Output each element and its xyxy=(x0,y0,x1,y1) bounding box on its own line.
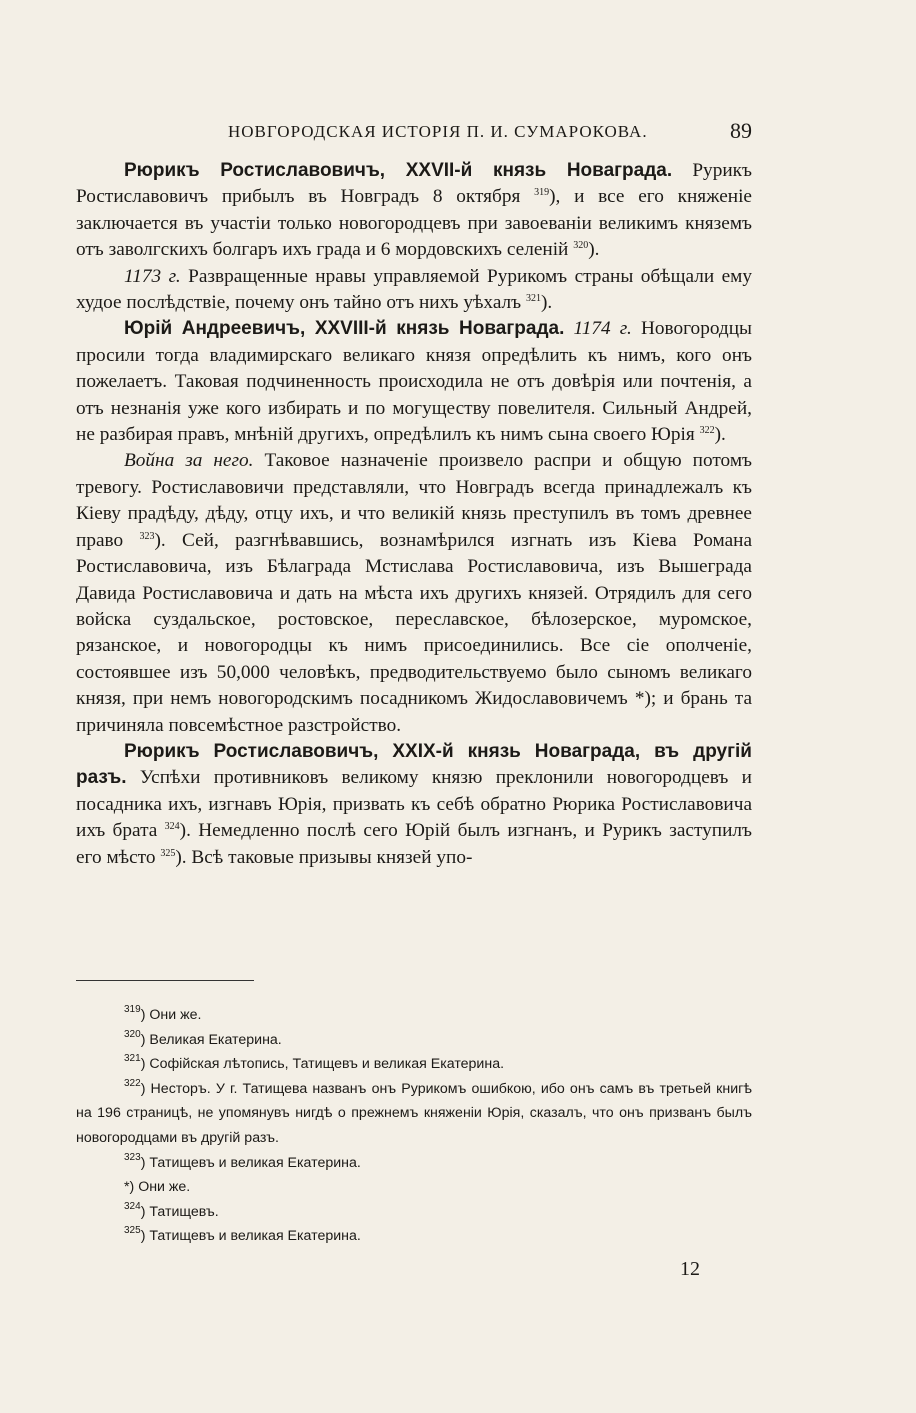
paragraph xyxy=(76,448,752,738)
footnote-ref: 321 xyxy=(525,293,541,305)
running-title: НОВГОРОДСКАЯ ИСТОРІЯ П. И. СУМАРОКОВА. xyxy=(228,122,648,141)
paragraph xyxy=(76,264,752,317)
section-heading: Рюрикъ Ростиславовичъ, XXVII-й князь Новаграда. xyxy=(124,160,673,181)
footnote xyxy=(76,1151,752,1176)
italic-text: 1173 г. xyxy=(124,265,181,287)
page-header xyxy=(76,118,752,148)
footnotes xyxy=(76,1003,752,1249)
footnote xyxy=(76,1052,752,1077)
signature-mark: 12 xyxy=(680,1258,700,1280)
footnote xyxy=(76,1003,752,1028)
text-run: Новогородцы просили тогда владимирскаго великаго князя опредѣлить къ нимъ, кого онъ пожелаетъ. Таковая подчиненность происходила не отъ довѣрія или почтенія, а отъ незнанія уже кого избирать и по могуществу повелителя. Сильный Андрей, не разбирая правъ, мнѣній другихъ, опредѣлилъ къ нимъ сына своего Юрія xyxy=(76,318,752,446)
text-run: ). Сей, разгнѣвавшись, вознамѣрился изгнать изъ Кіева Романа Ростиславовича, изъ Бѣлаграда Мстислава Ростиславовича, изъ Вышеграда Давида Ростиславовича и дать на мѣста ихъ другихъ князей. Отрядилъ для сего войска суздальское, ростовское, переславское, бѣлозерское, муромское, рязанское, и новогородцы къ нимъ присоединились. Все сіе ополченіе, состоявшее изъ 50,000 человѣкъ, предводительствуемо было сыномъ великаго князя, при немъ новогородскимъ посадникомъ Жидославовичемъ xyxy=(76,529,753,710)
section-heading: Рюрикъ Ростиславовичъ, XXIX-й князь Новаграда, въ другій разъ. xyxy=(76,740,752,789)
footnote xyxy=(76,1200,752,1225)
text-run: Развращенные нравы управляемой Рурикомъ страны обѣщали ему худое послѣдствіе, почему онъ тайно отъ нихъ уѣхалъ xyxy=(76,265,752,314)
footnote-ref: 325 xyxy=(160,847,176,859)
footnote-number: 321 xyxy=(124,1053,141,1065)
text-run: ). xyxy=(714,424,726,446)
paragraph xyxy=(76,158,752,264)
footnote-number: 322 xyxy=(124,1077,141,1089)
main-text xyxy=(76,158,752,871)
footnote-ref: 324 xyxy=(164,821,180,833)
footnote-text: ) Татищевъ и великая Екатерина. xyxy=(140,1154,361,1171)
footnote xyxy=(76,1077,752,1151)
footnote xyxy=(76,1224,752,1249)
footnote-text: ) Несторъ. У г. Татищева названъ онъ Рурикомъ ошибкою, ибо онъ самъ въ третьей книгѣ на 196 страницѣ, не упомянувъ нигдѣ о прежнемъ княженіи Юрія, сказалъ, что онъ призванъ былъ новогородцами въ другій разъ. xyxy=(76,1080,752,1146)
text-run: *); и брань та причиняла повсемѣстное разстройство. xyxy=(76,688,753,736)
footnote-text: ) Татищевъ. xyxy=(140,1203,219,1220)
italic-text: Война за него. xyxy=(124,450,254,472)
footnote-number: 320 xyxy=(124,1028,141,1040)
text-run: Таковое назначеніе произвело распри и общую потомъ тревогу. Ростиславовичи представляли, что Новградъ всегда принадлежалъ къ Кіеву прадѣду, дѣду, отцу ихъ, и что великій князь преступилъ въ томъ древнее право xyxy=(76,450,752,551)
footnote-text: ) Великая Екатерина. xyxy=(140,1031,282,1048)
footnote-ref: 322 xyxy=(699,425,715,437)
footnote-ref: 323 xyxy=(139,530,155,542)
text-run: Успѣхи противниковъ великому князю преклонили новогородцевъ и посадника ихъ, изгнавъ Юрія, призвать къ себѣ обратно Рюрика Ростиславовича ихъ брата xyxy=(76,767,752,842)
paragraph xyxy=(76,739,752,871)
page-number: 89 xyxy=(730,118,752,143)
text-run: ). xyxy=(588,239,600,261)
footnote-ref: 320 xyxy=(573,240,589,252)
text-run: ). Немедленно послѣ сего Юрій былъ изгнанъ, и Рурикъ заступилъ его мѣсто xyxy=(76,820,752,868)
footnote-text: ) Татищевъ и великая Екатерина. xyxy=(140,1228,361,1245)
footnote-text: *) Они же. xyxy=(124,1179,191,1196)
italic-text: 1174 г. xyxy=(573,318,632,340)
text-run: Рурикъ Ростиславовичъ прибылъ въ Новградъ 8 октября xyxy=(76,160,752,208)
footnote-number: 325 xyxy=(124,1225,141,1237)
footnote-number: 324 xyxy=(124,1200,141,1212)
footnote-number: 319 xyxy=(124,1004,141,1015)
footnote-ref: 319 xyxy=(534,187,550,199)
footnote-number: 323 xyxy=(124,1151,141,1163)
text-run: ). Всѣ таковые призывы князей упо- xyxy=(175,846,473,868)
footnote-separator xyxy=(76,980,254,981)
text-run: ). xyxy=(540,292,553,314)
paragraph xyxy=(76,316,752,448)
footnote-text: ) Они же. xyxy=(140,1007,202,1023)
text-run: ), и все его княженіе заключается въ участіи только новогородцевъ при завоеваніи великимъ княземъ отъ заволгскихъ болгаръ ихъ града и 6 мордовскихъ селеній xyxy=(76,186,752,261)
footnote xyxy=(76,1175,752,1200)
section-heading: Юрій Андреевичъ, XXVIII-й князь Новаграда. xyxy=(124,318,565,340)
footnote-text: ) Софійская лѣтопись, Татищевъ и великая Екатерина. xyxy=(140,1056,505,1073)
footnote xyxy=(76,1028,752,1053)
